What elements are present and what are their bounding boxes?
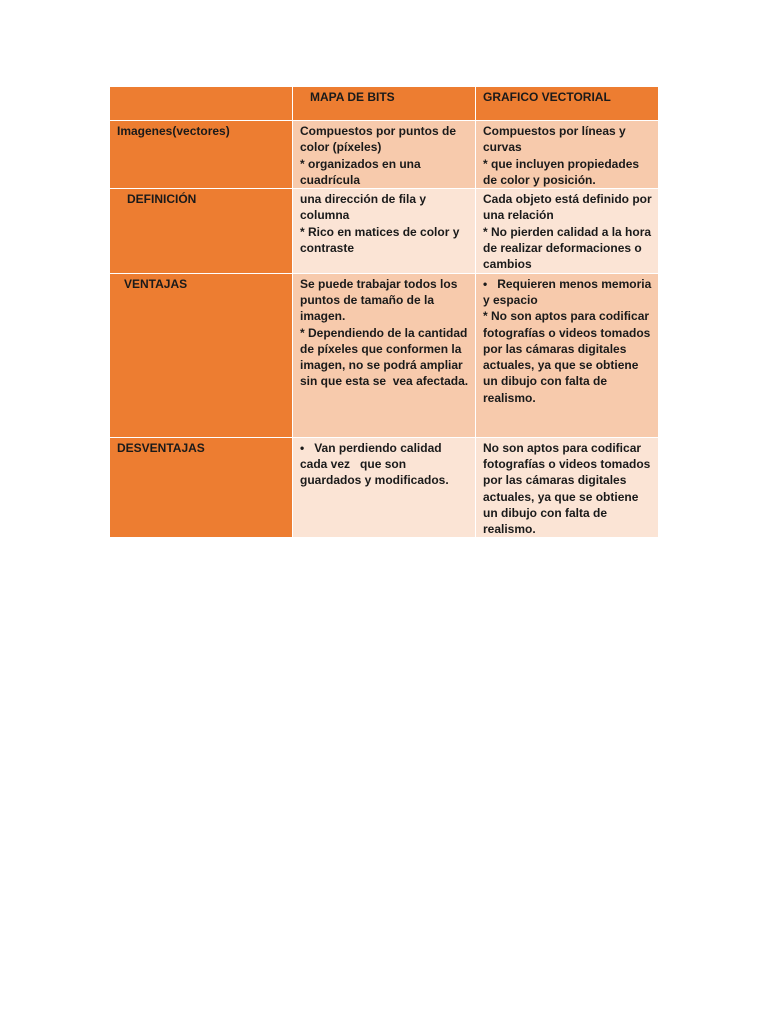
cell-text: * No pierden calidad a la hora de realizar deformaciones o cambios [483, 224, 655, 272]
row-desventajas [110, 437, 659, 538]
cell-mapa-de-bits [293, 121, 476, 189]
row-label: DEFINICIÓN [110, 189, 293, 273]
cell-mapa-de-bits [293, 273, 476, 437]
row-ventajas [110, 273, 659, 437]
row-label: Imagenes(vectores) [110, 121, 293, 189]
cell-grafico-vectorial [476, 273, 659, 437]
row-imagenes [110, 121, 659, 189]
cell-grafico-vectorial [476, 437, 659, 538]
cell-text: Compuestos por líneas y curvas [483, 124, 630, 155]
cell-grafico-vectorial [476, 121, 659, 189]
header-grafico-vectorial: GRAFICO VECTORIAL [476, 87, 659, 121]
cell-text: * Dependiendo de la cantidad de píxeles que conformen la imagen, no se podrá ampliar sin que esta se vea afectada. [300, 325, 471, 389]
header-row [110, 87, 659, 121]
cell-text: Se puede trabajar todos los puntos de tamaño de la imagen. [300, 276, 461, 324]
cell-text: * organizados en una cuadrícula [300, 156, 425, 187]
cell-text: * que incluyen propiedades de color y posición. [483, 156, 643, 187]
cell-text: una dirección de fila y columna [300, 192, 430, 223]
cell-text: Cada objeto está definido por una relación [483, 192, 656, 223]
row-label: VENTAJAS [110, 273, 293, 437]
cell-text: * Rico en matices de color y contraste [300, 224, 463, 256]
cell-text: • Requieren menos memoria y espacio [483, 276, 655, 307]
cell-mapa-de-bits [293, 189, 476, 273]
row-definicion [110, 189, 659, 273]
cell-text: • Van perdiendo calidad cada vez que son guardados y modificados. [300, 440, 449, 488]
cell-mapa-de-bits [293, 437, 476, 538]
row-label: DESVENTAJAS [110, 437, 293, 538]
header-mapa-de-bits: MAPA DE BITS [293, 87, 476, 121]
header-corner-cell [110, 87, 293, 121]
cell-grafico-vectorial [476, 189, 659, 273]
cell-text: Compuestos por puntos de color (píxeles) [300, 124, 460, 155]
cell-text: No son aptos para codificar fotografías o videos tomados por las cámaras digitales actuales, ya que se obtiene un dibujo con falta de realismo. [483, 440, 654, 537]
cell-text: * No son aptos para codificar fotografías o videos tomados por las cámaras digitales actuales, ya que se obtiene un dibujo con falta de realismo. [483, 309, 654, 405]
comparison-table [109, 86, 659, 538]
